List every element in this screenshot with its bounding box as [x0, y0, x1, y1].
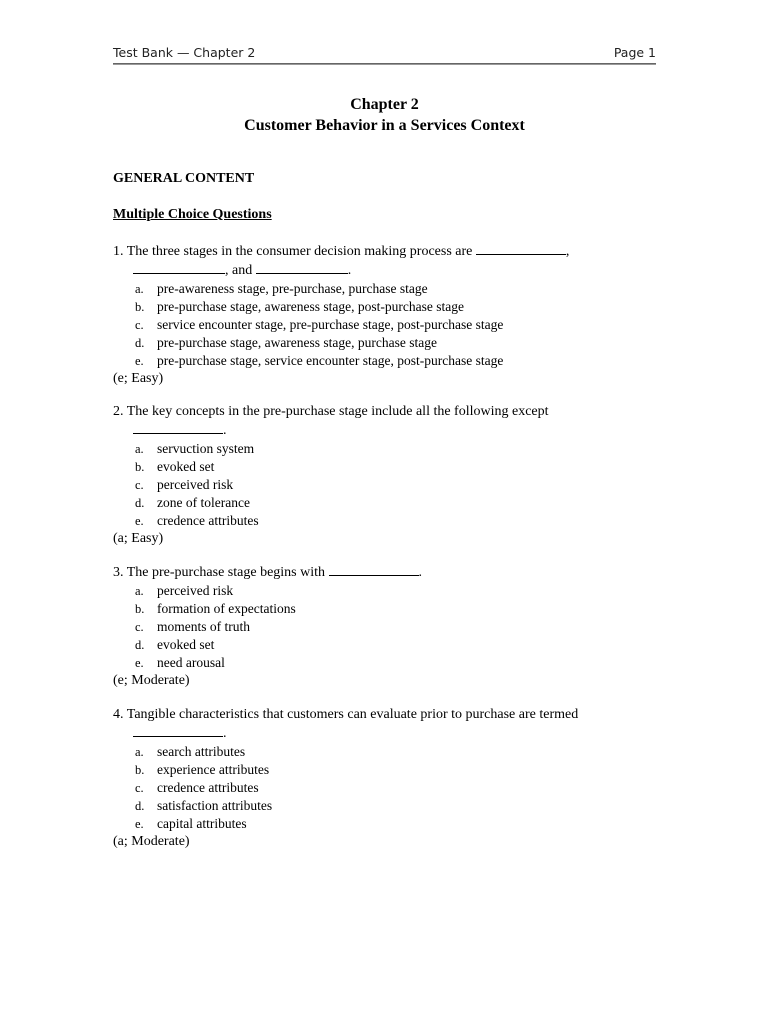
question-1: 1. The three stages in the consumer decision making process are , , and . a. pre-awareness stage, pre-purchase, purchase stage b. pre-purchase stage, awareness stage, post-purchase stage c. service encounter stage, pre-purchase stage, post-purchase stage d. pre-purchase stage, awareness stage, purchase stage e. pre-purchase stage, service encounter stage, post-purchase stage (e; Easy) — [113, 242, 673, 388]
section-heading: GENERAL CONTENT — [113, 171, 255, 186]
page-header — [113, 45, 656, 64]
header-rule — [113, 64, 656, 65]
option-b: b. pre-purchase stage, awareness stage, post-purchase stage — [135, 299, 464, 314]
answer-key: (a; Easy) — [113, 531, 164, 546]
option-d: d. evoked set — [135, 637, 215, 652]
answer-key: (e; Easy) — [113, 371, 164, 386]
answer-blank — [133, 724, 223, 737]
option-b: b. evoked set — [135, 459, 215, 474]
answer-key: (e; Moderate) — [113, 673, 190, 688]
option-a: a. search attributes — [135, 744, 246, 759]
option-d: d. satisfaction attributes — [135, 798, 273, 813]
options-list — [113, 743, 673, 833]
option-d: d. pre-purchase stage, awareness stage, purchase stage — [135, 335, 437, 350]
option-e: e. need arousal — [135, 655, 225, 670]
answer-key: (a; Moderate) — [113, 834, 190, 849]
answer-blank — [329, 563, 419, 576]
answer-blank — [133, 421, 223, 434]
chapter-title — [113, 94, 656, 136]
option-b: b. formation of expectations — [135, 601, 296, 616]
question-stem: 4. Tangible characteristics that customers can evaluate prior to purchase are termed — [113, 707, 579, 722]
option-d: d. zone of tolerance — [135, 495, 250, 510]
question-stem: 1. The three stages in the consumer decision making process are — [113, 244, 473, 259]
answer-blank — [476, 242, 566, 255]
option-e: e. credence attributes — [135, 513, 259, 528]
chapter-number: Chapter 2 — [350, 96, 419, 113]
options-list — [113, 280, 673, 370]
options-list — [113, 582, 673, 672]
option-e: e. pre-purchase stage, service encounter stage, post-purchase stage — [135, 353, 504, 368]
option-a: a. servuction system — [135, 441, 255, 456]
option-a: a. pre-awareness stage, pre-purchase, purchase stage — [135, 281, 428, 296]
question-3: 3. The pre-purchase stage begins with . a. perceived risk b. formation of expectations c. moments of truth d. evoked set e. need arousal (e; Moderate) — [113, 563, 673, 690]
option-c: c. service encounter stage, pre-purchase stage, post-purchase stage — [135, 317, 504, 332]
question-stem: 2. The key concepts in the pre-purchase stage include all the following except — [113, 404, 549, 419]
option-e: e. capital attributes — [135, 816, 247, 831]
question-2: 2. The key concepts in the pre-purchase stage include all the following except . a. servuction system b. evoked set c. perceived risk d. zone of tolerance e. credence attributes (a; Easy) — [113, 403, 673, 548]
answer-blank — [133, 261, 225, 274]
header-title: Test Bank — Chapter 2 — [113, 45, 256, 60]
option-c: c. perceived risk — [135, 477, 234, 492]
option-c: c. moments of truth — [135, 619, 250, 634]
answer-blank — [256, 261, 348, 274]
question-4: 4. Tangible characteristics that customers can evaluate prior to purchase are termed . a. search attributes b. experience attributes c. credence attributes d. satisfaction attributes e. capital attributes (a; Moderate) — [113, 706, 673, 851]
page-number: Page 1 — [613, 45, 656, 60]
option-c: c. credence attributes — [135, 780, 259, 795]
subsection-heading: Multiple Choice Questions — [113, 207, 272, 222]
question-stem-connector: , and — [225, 263, 253, 278]
options-list — [113, 440, 673, 530]
option-b: b. experience attributes — [135, 762, 270, 777]
chapter-subtitle: Customer Behavior in a Services Context — [244, 117, 525, 134]
question-stem: 3. The pre-purchase stage begins with — [113, 565, 326, 580]
option-a: a. perceived risk — [135, 583, 234, 598]
